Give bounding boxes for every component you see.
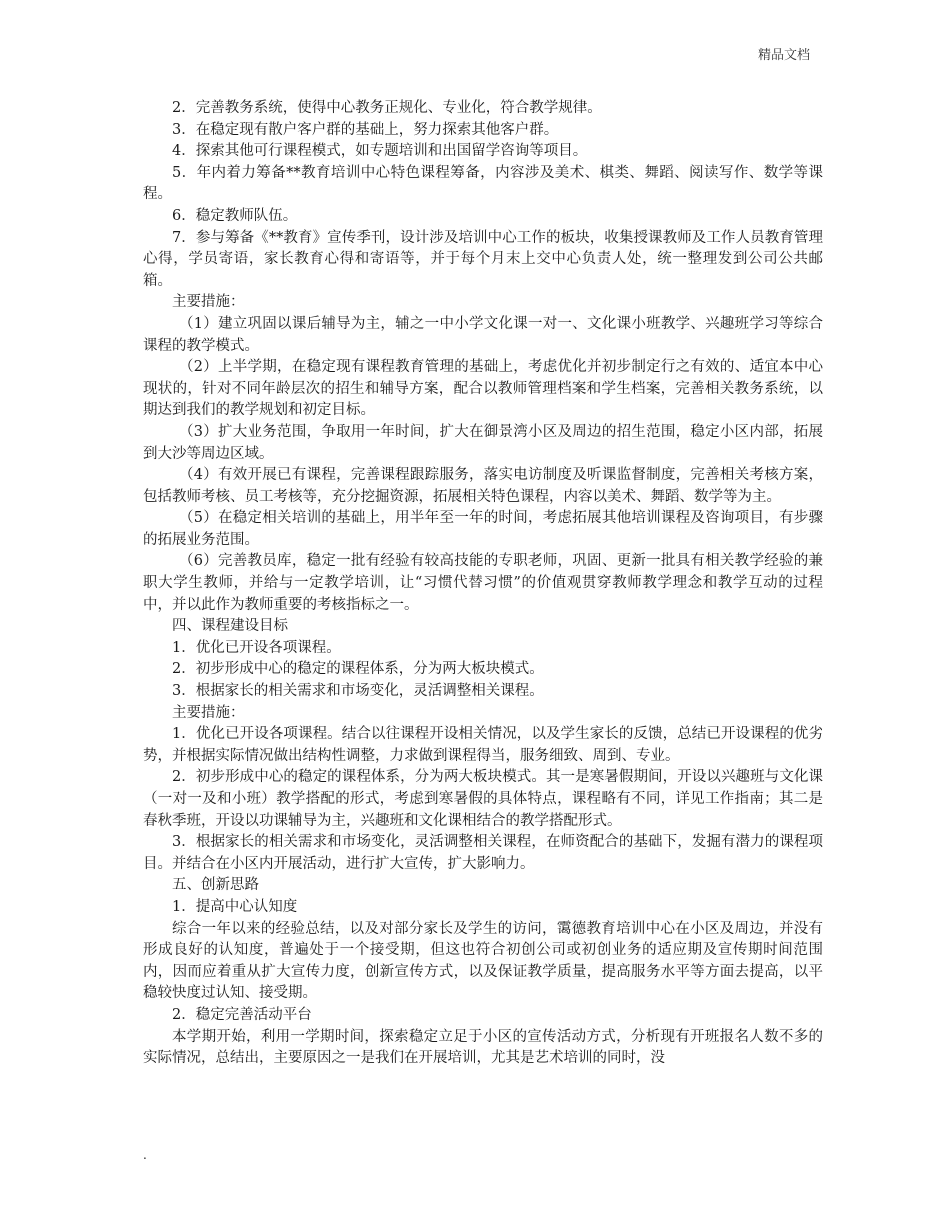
subsection-heading: 2．稳定完善活动平台 [172, 1006, 312, 1023]
subsection-heading: 1．提高中心认知度 [172, 898, 298, 915]
paragraph: 7．参与筹备《**教育》宣传季刊，设计涉及培训中心工作的板块，收集授课教师及工作人员教育管理心得，学员寄语，家长教育心得和寄语等，并于每个月末上交中心负责人处，统一整理发到公司公共邮箱。 [143, 229, 823, 289]
paragraph: 综合一年以来的经验总结，以及对部分家长及学生的访问，霭德教育培训中心在小区及周边，并没有形成良好的认知度，普遍处于一个接受期，但这也符合初创公司或初创业务的适应期及宣传期时间范围内，因而应着重从扩大宣传力度，创新宣传方式，以及保证教学质量，提高服务水平等方面去提高，以平稳较快度过认知、接受期。 [143, 920, 823, 1002]
paragraph: （4）有效开展已有课程，完善课程跟踪服务，落实电访制度及听课监督制度，完善相关考核方案，包括教师考核、员工考核等，充分挖掘资源，拓展相关特色课程，内容以美术、舞蹈、数学等为主。 [143, 467, 823, 505]
paragraph: 1．优化已开设各项课程。结合以往课程开设相关情况，以及学生家长的反馈，总结已开设课程的优劣势，并根据实际情况做出结构性调整，力求做到课程得当，服务细致、周到、专业。 [143, 726, 823, 764]
paragraph: 本学期开始，利用一学期时间，探索稳定立足于小区的宣传活动方式，分析现有开班报名人数不多的实际情况，总结出，主要原因之一是我们在开展培训，尤其是艺术培训的同时，没 [143, 1028, 823, 1067]
section-heading: 四、课程建设目标 [172, 618, 288, 635]
paragraph: 2．完善教务系统，使得中心教务正规化、专业化，符合教学规律。 [172, 100, 602, 116]
section-label: 主要措施： [172, 704, 245, 721]
paragraph: （6）完善教员库，稳定一批有经验有较高技能的专职老师，巩固、更新一批具有相关教学经验的兼职大学生教师，并给与一定教学培训，让“习惯代替习惯”的价值观贯穿教师教学理念和教学互动的过程中，并以此作为教师重要的考核指标之一。 [143, 553, 823, 613]
paragraph: 1．优化已开设各项课程。 [172, 639, 341, 656]
section-label: 主要措施： [172, 294, 245, 311]
page-footer-mark: . [143, 1148, 147, 1162]
paragraph: 2．初步形成中心的稳定的课程体系，分为两大板块模式。 [172, 661, 544, 678]
paragraph: 4．探索其他可行课程模式，如专题培训和出国留学咨询等项目。 [172, 143, 588, 160]
page-header-mark: 精品文档 [758, 48, 811, 63]
paragraph: 6．稳定教师队伍。 [172, 207, 298, 224]
paragraph: （1）建立巩固以课后辅导为主，辅之一中小学文化课一对一、文化课小班教学、兴趣班学习等综合课程的教学模式。 [143, 315, 823, 354]
paragraph: （2）上半学期，在稳定现有课程教育管理的基础上，考虑优化并初步制定行之有效的、适宜本中心现状的，针对不同年龄层次的招生和辅导方案，配合以教师管理档案和学生档案，完善相关教务系统，以期达到我们的教学规划和初定目标。 [143, 359, 823, 419]
document-body [143, 98, 823, 1070]
paragraph: 3．根据家长的相关需求和市场变化，灵活调整相关课程。 [172, 683, 544, 700]
paragraph: 2．初步形成中心的稳定的课程体系，分为两大板块模式。其一是寒暑假期间，开设以兴趣班与文化课（一对一及和小班）教学搭配的形式，考虑到寒暑假的具体特点，课程略有不同，详见工作指南；其二是春秋季班，开设以功课辅导为主，兴趣班和文化课相结合的教学搭配形式。 [143, 769, 823, 829]
section-heading: 五、创新思路 [172, 877, 259, 894]
paragraph: 5．年内着力筹备**教育培训中心特色课程筹备，内容涉及美术、棋类、舞蹈、阅读写作、数学等课程。 [143, 164, 823, 203]
paragraph: （5）在稳定相关培训的基础上，用半年至一年的时间，考虑拓展其他培训课程及咨询项目，有步骤的拓展业务范围。 [143, 510, 823, 548]
paragraph: （3）扩大业务范围，争取用一年时间，扩大在御景湾小区及周边的招生范围，稳定小区内部，拓展到大沙等周边区域。 [143, 423, 823, 462]
paragraph: 3．在稳定现有散户客户群的基础上，努力探索其他客户群。 [172, 121, 559, 138]
paragraph: 3．根据家长的相关需求和市场变化，灵活调整相关课程，在师资配合的基础下，发掘有潜力的课程项目。并结合在小区内开展活动，进行扩大宣传，扩大影响力。 [143, 834, 823, 872]
